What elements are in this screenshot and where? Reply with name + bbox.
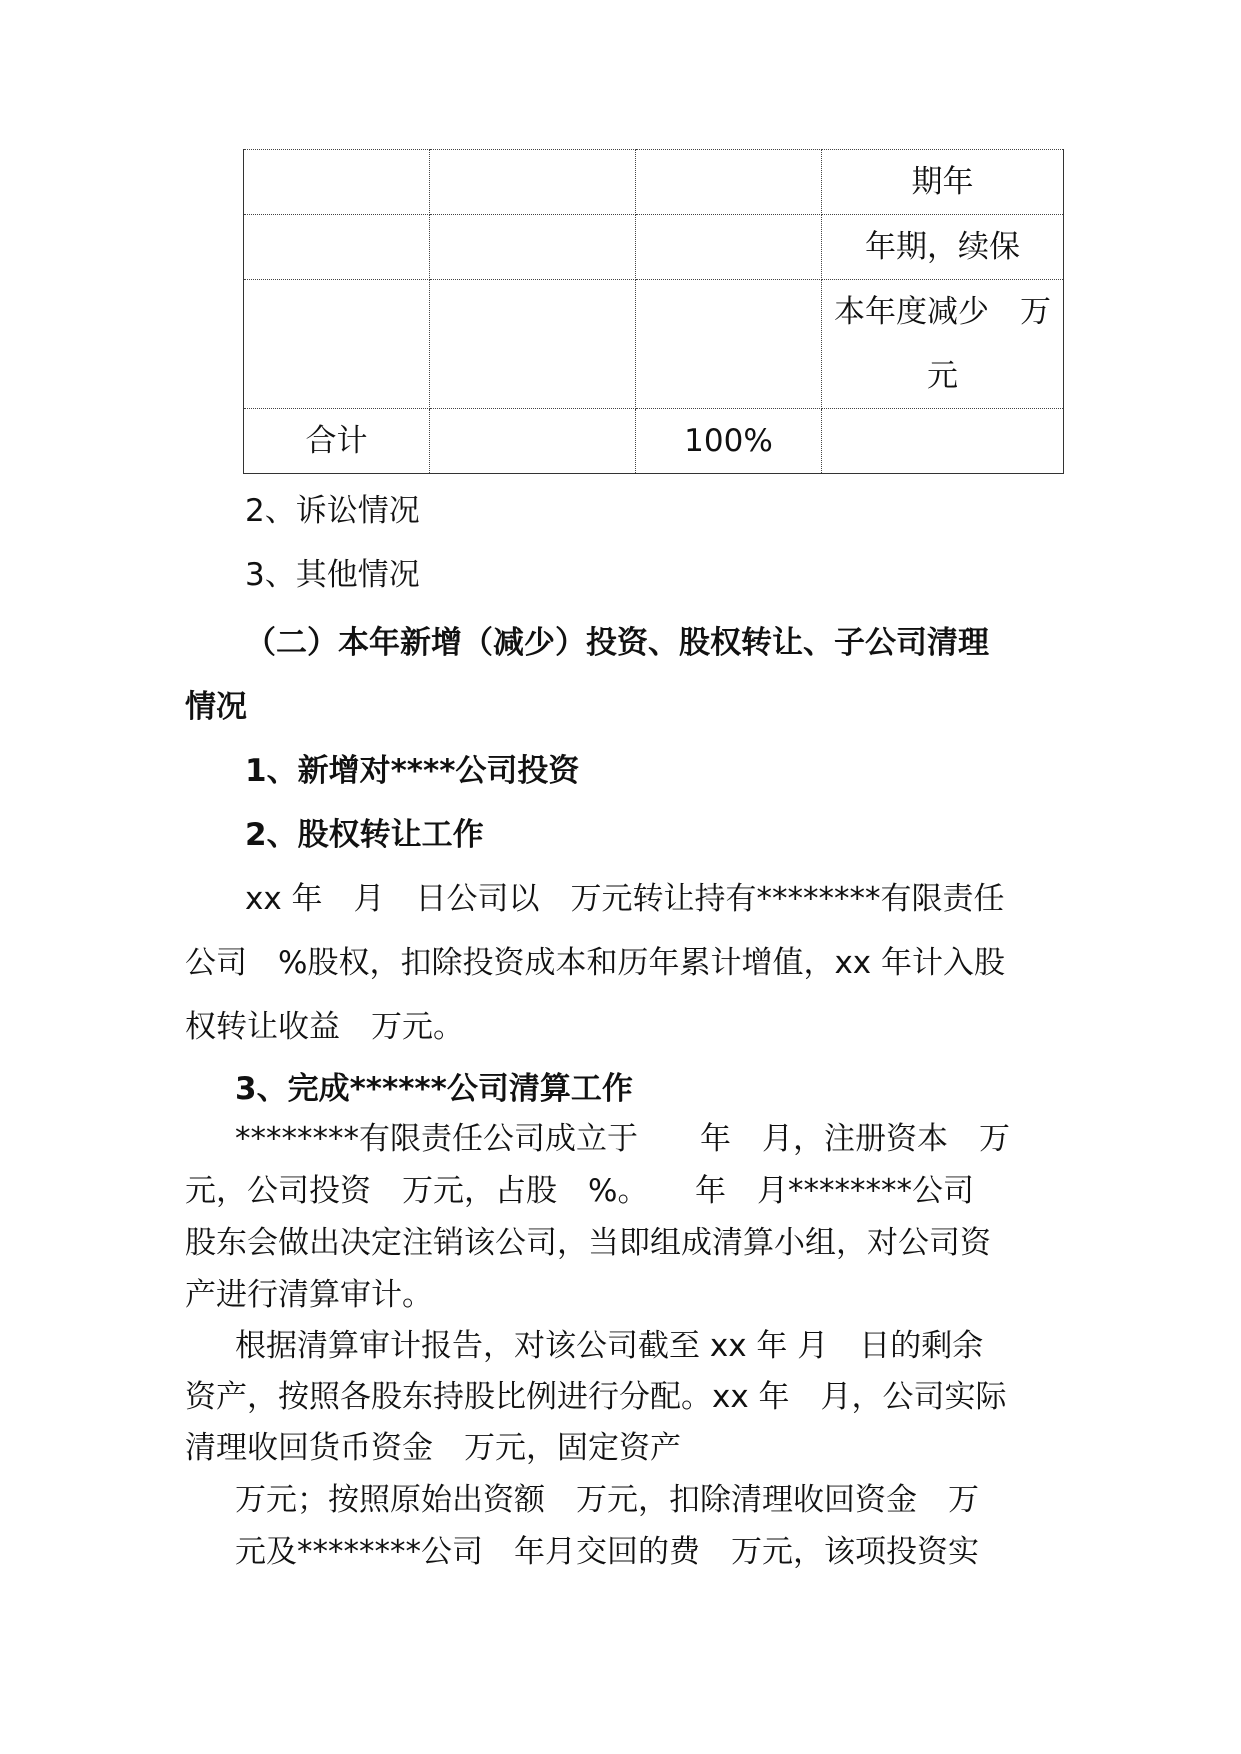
table-cell bbox=[822, 280, 1064, 409]
investment-table bbox=[243, 149, 1064, 474]
paragraph-line: 根据清算审计报告，对该公司截至 xx 年 月 日的剩余 bbox=[235, 1328, 984, 1364]
paragraph-line: 权转让收益 万元。 bbox=[185, 1009, 464, 1045]
subheading: 3、完成******公司清算工作 bbox=[235, 1071, 633, 1107]
subheading: 2、股权转让工作 bbox=[245, 817, 484, 853]
table-row bbox=[244, 215, 1064, 280]
table-cell bbox=[430, 409, 636, 474]
table-cell bbox=[636, 215, 822, 280]
cell-line: 本年度减少 万 bbox=[834, 294, 1051, 330]
paragraph-line: 资产，按照各股东持股比例进行分配。xx 年 月，公司实际 bbox=[185, 1379, 1007, 1415]
paragraph-line: 清理收回货币资金 万元，固定资产 bbox=[185, 1430, 681, 1466]
paragraph-line: 公司 %股权，扣除投资成本和历年累计增值，xx 年计入股 bbox=[185, 945, 1005, 981]
cell-line: 元 bbox=[927, 358, 958, 394]
table-row bbox=[244, 150, 1064, 215]
paragraph-line: 产进行清算审计。 bbox=[185, 1277, 433, 1313]
table-row bbox=[244, 280, 1064, 409]
table-cell bbox=[636, 150, 822, 215]
table-cell: 100% bbox=[636, 409, 822, 474]
paragraph-line: ********有限责任公司成立于 年 月，注册资本 万 bbox=[235, 1121, 1010, 1157]
table-cell: 期年 bbox=[822, 150, 1064, 215]
table-row bbox=[244, 409, 1064, 474]
table-cell: 合计 bbox=[244, 409, 430, 474]
list-item: 3、其他情况 bbox=[245, 557, 420, 593]
table-cell: 年期，续保 bbox=[822, 215, 1064, 280]
section-heading-cont: 情况 bbox=[185, 689, 247, 725]
table-cell bbox=[244, 280, 430, 409]
paragraph-line: 元及********公司 年月交回的费 万元，该项投资实 bbox=[235, 1534, 979, 1570]
table-cell bbox=[430, 215, 636, 280]
table-cell bbox=[244, 215, 430, 280]
paragraph-line: 股东会做出决定注销该公司，当即组成清算小组，对公司资 bbox=[185, 1225, 991, 1261]
table-cell bbox=[822, 409, 1064, 474]
section-heading: （二）本年新增（减少）投资、股权转让、子公司清理 bbox=[245, 625, 989, 661]
table-cell bbox=[430, 150, 636, 215]
paragraph-line: 万元；按照原始出资额 万元，扣除清理收回资金 万 bbox=[235, 1482, 979, 1518]
table-cell bbox=[430, 280, 636, 409]
paragraph-line: 元，公司投资 万元，占股 %。 年 月********公司 bbox=[185, 1173, 974, 1209]
table-cell bbox=[244, 150, 430, 215]
table-cell bbox=[636, 280, 822, 409]
subheading: 1、新增对****公司投资 bbox=[245, 753, 580, 789]
list-item: 2、诉讼情况 bbox=[245, 493, 420, 529]
paragraph-line: xx 年 月 日公司以 万元转让持有********有限责任 bbox=[245, 881, 1005, 917]
